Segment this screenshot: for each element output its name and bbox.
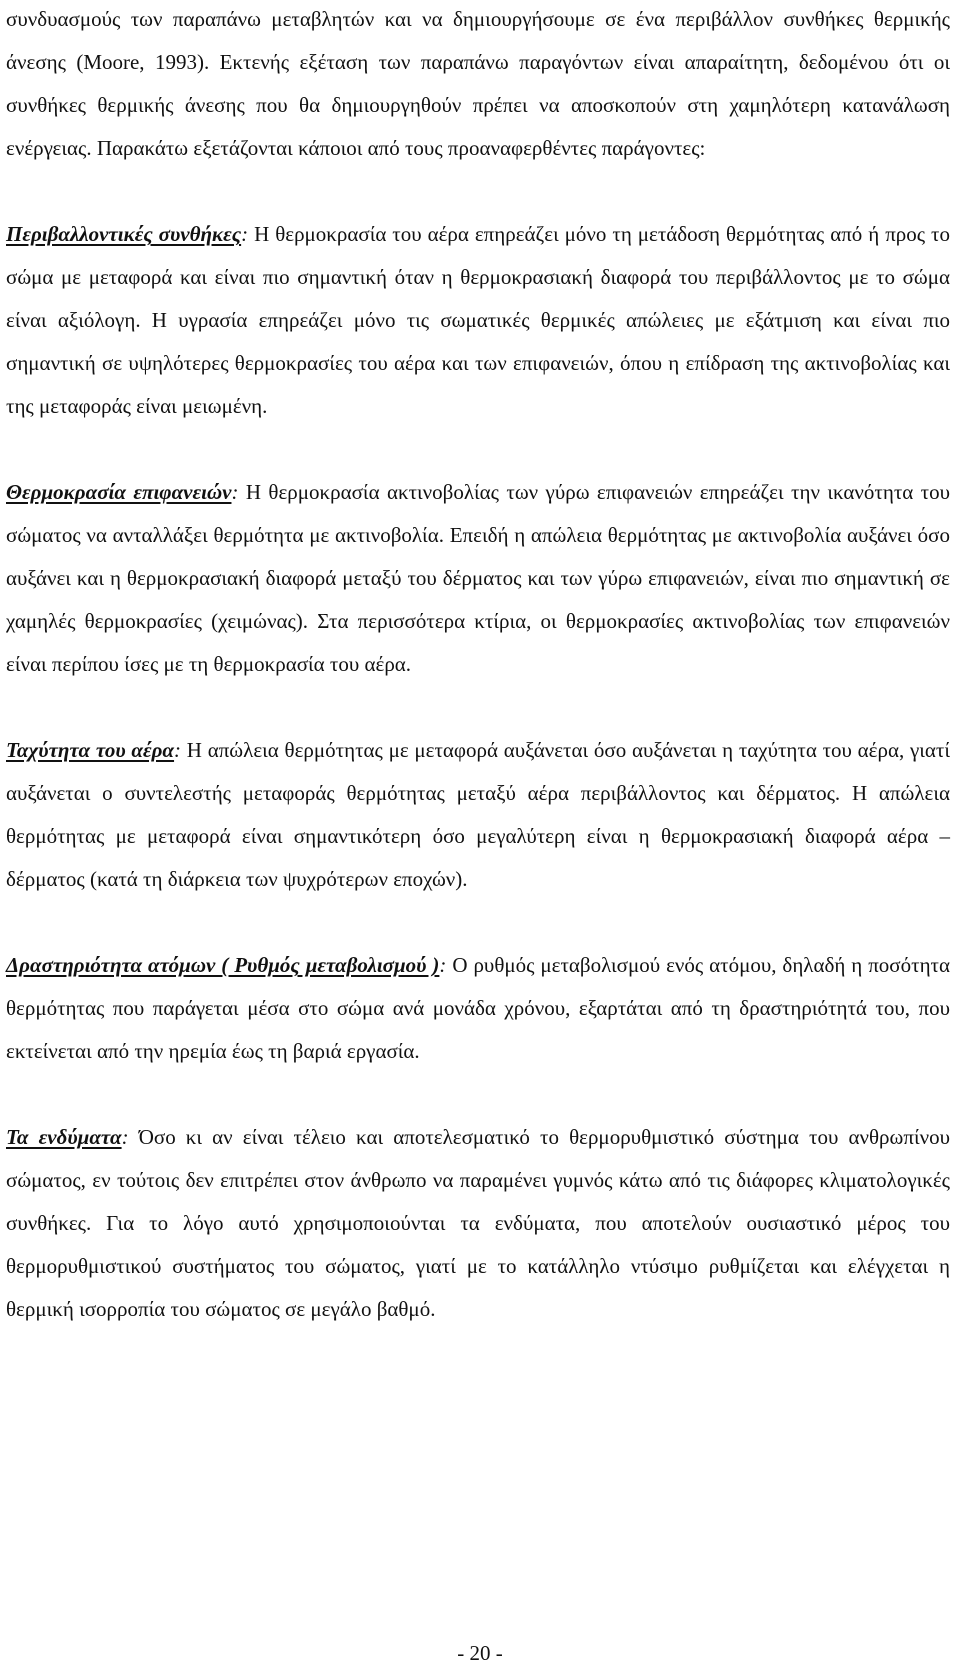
section-colon: : (439, 953, 447, 977)
section-term: Θερμοκρασία επιφανειών (6, 480, 232, 504)
intro-paragraph (6, 0, 950, 170)
section-body: Ο ρυθμός μεταβολισμού ενός ατόμου, δηλαδή η ποσότητα θερμότητας που παράγεται μέσα στο σώμα ανά μονάδα χρόνου, εξαρτάται από τη δραστηριότητά του, που εκτείνεται από την ηρεμία έως τη βαριά εργασία. (6, 953, 950, 1063)
intro-text: συνδυασμούς των παραπάνω μεταβλητών και να δημιουργήσουμε σε ένα περιβάλλον συνθήκες θερμικής άνεσης (Moore, 1993). Εκτενής εξέταση των παραπάνω παραγόντων είναι απαραίτητη, δεδομένου ότι οι συνθήκες θερμικής άνεσης που θα δημιουργηθούν πρέπει να αποσκοπούν στη χαμηλότερη κατανάλωση ενέργειας. Παρακάτω εξετάζονται κάποιοι από τους προαναφερθέντες παράγοντες: (6, 7, 950, 160)
section-body: Η θερμοκρασία ακτινοβολίας των γύρω επιφανειών επηρεάζει την ικανότητα του σώματος να ανταλλάξει θερμότητα με ακτινοβολία. Επειδή η απώλεια θερμότητας με ακτινοβολία αυξάνει όσο αυξάνει και η θερμοκρασιακή διαφορά μεταξύ του δέρματος και των γύρω επιφανειών, είναι πιο σημαντική σε χαμηλές θερμοκρασίες (χειμώνας). Στα περισσότερα κτίρια, οι θερμοκρασίες ακτινοβολίας των επιφανειών είναι περίπου ίσες με τη θερμοκρασία του αέρα. (6, 480, 951, 676)
section-colon: : (121, 1125, 129, 1149)
section-body: Όσο κι αν είναι τέλειο και αποτελεσματικό το θερμορυθμιστικό σύστημα του ανθρωπίνου σώματος, εν τούτοις δεν επιτρέπει στον άνθρωπο να παραμένει γυμνός κάτω από τις διάφορες κλιματολογικές συνθήκες. Για το λόγο αυτό χρησιμοποιούνται τα ενδύματα, που αποτελούν ουσιαστικό μέρος του θερμορυθμιστικού συστήματος του σώματος, γιατί με το κατάλληλο ντύσιμο ρυθμίζεται και ελέγχεται η θερμική ισορροπία του σώματος σε μεγάλο βαθμό. (6, 1125, 950, 1321)
section-environmental-conditions (6, 213, 950, 428)
paragraph-gap (6, 1073, 950, 1116)
section-activity-metabolism (6, 944, 950, 1073)
document-body (6, 0, 950, 1331)
section-colon: : (231, 480, 239, 504)
page-number: - 20 - (457, 1641, 503, 1665)
section-colon: : (174, 738, 182, 762)
section-term: Δραστηριότητα ατόμων ( Ρυθμός μεταβολισμού ) (6, 953, 440, 977)
paragraph-gap (6, 170, 950, 213)
section-colon: : (241, 222, 249, 246)
paragraph-gap (6, 901, 950, 944)
section-body: Η θερμοκρασία του αέρα επηρεάζει μόνο τη μετάδοση θερμότητας από ή προς το σώμα με μεταφορά και είναι πιο σημαντική όταν η θερμοκρασιακή διαφορά του περιβάλλοντος με το σώμα είναι αξιόλογη. Η υγρασία επηρεάζει μόνο τις σωματικές θερμικές απώλειες με εξάτμιση και είναι πιο σημαντική σε υψηλότερες θερμοκρασίες του αέρα και των επιφανειών, όπου η επίδραση της ακτινοβολίας και της μεταφοράς είναι μειωμένη. (6, 222, 950, 418)
paragraph-gap (6, 686, 950, 729)
section-clothing (6, 1116, 950, 1331)
section-term: Ταχύτητα του αέρα (6, 738, 175, 762)
section-term: Τα ενδύματα (6, 1125, 122, 1149)
paragraph-gap (6, 428, 950, 471)
section-surface-temperature (6, 471, 950, 686)
section-air-velocity (6, 729, 950, 901)
section-body: Η απώλεια θερμότητας με μεταφορά αυξάνεται όσο αυξάνεται η ταχύτητα του αέρα, γιατί αυξάνεται ο συντελεστής μεταφοράς θερμότητας μεταξύ αέρα περιβάλλοντος και δέρματος. Η απώλεια θερμότητας με μεταφορά είναι σημαντικότερη όσο μεγαλύτερη είναι η θερμοκρασιακή διαφορά αέρα – δέρματος (κατά τη διάρκεια των ψυχρότερων εποχών). (6, 738, 950, 891)
section-term: Περιβαλλοντικές συνθήκες (6, 222, 242, 246)
